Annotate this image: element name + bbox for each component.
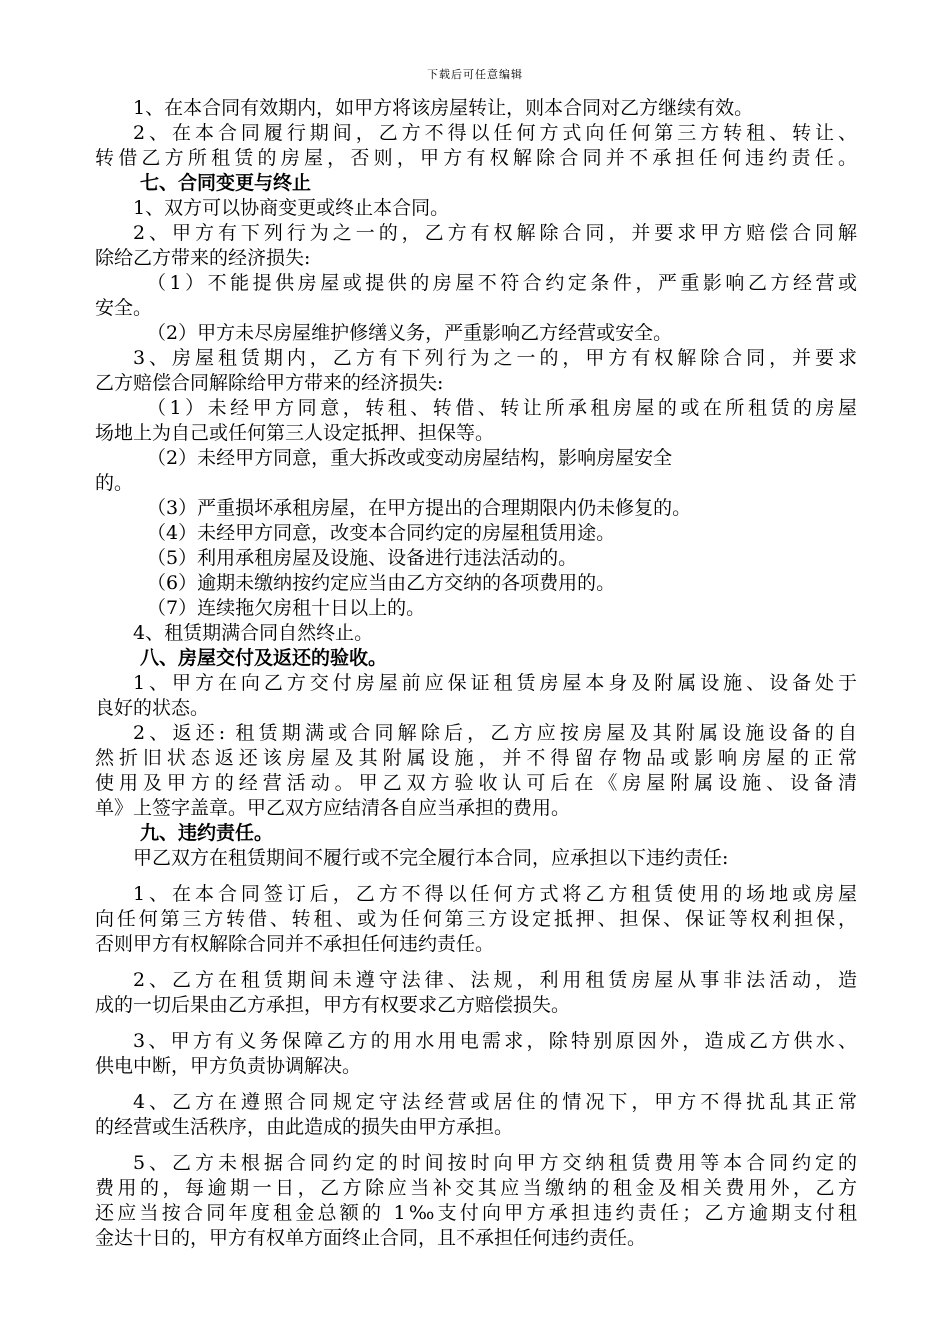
clause-line: 然折旧状态返还该房屋及其附属设施，并不得留存物品或影响房屋的正常 [95,747,857,769]
clause-line: 3、房屋租赁期内，乙方有下列行为之一的，甲方有权解除合同，并要求 [133,347,857,369]
clause-line: 费用的，每逾期一日，乙方除应当补交其应当缴纳的租金及相关费用外，乙方 [95,1177,857,1199]
clause-line: （2）甲方未尽房屋维护修缮义务，严重影响乙方经营或安全。 [147,322,673,344]
clause-line: 甲乙双方在租赁期间不履行或不完全履行本合同，应承担以下违约责任: [133,847,729,869]
clause-line: （1）未经甲方同意，转租、转借、转让所承租房屋的或在所租赁的房屋 [147,397,857,419]
clause-line: （4）未经甲方同意，改变本合同约定的房屋租赁用途。 [147,522,616,544]
clause-line: 否则甲方有权解除合同并不承担任何违约责任。 [95,933,495,955]
clause-line: 成的一切后果由乙方承担，甲方有权要求乙方赔偿损失。 [95,994,571,1016]
section-heading-9: 九、违约责任。 [140,822,274,844]
clause-line: 金达十日的，甲方有权单方面终止合同，且不承担任何违约责任。 [95,1227,647,1249]
clause-line: 的。 [95,472,134,494]
clause-line: （2）未经甲方同意，重大拆改或变动房屋结构，影响房屋安全 [147,447,673,469]
clause-line: （6）逾期未缴纳按约定应当由乙方交纳的各项费用的。 [147,572,616,594]
clause-line: 2、乙方在租赁期间未遵守法律、法规，利用租赁房屋从事非法活动，造 [133,969,857,991]
section-heading-7: 七、合同变更与终止 [140,172,312,194]
clause-line: 供电中断，甲方负责协调解决。 [95,1055,362,1077]
clause-line: 转借乙方所租赁的房屋，否则，甲方有权解除合同并不承担任何违约责任。 [95,147,857,169]
clause-line: （3）严重损坏承租房屋，在甲方提出的合理期限内仍未修复的。 [147,497,692,519]
clause-line: 良好的状态。 [95,697,210,719]
clause-line: （7）连续拖欠房租十日以上的。 [147,597,426,619]
clause-line: （5）利用承租房屋及设施、设备进行违法活动的。 [147,547,578,569]
clause-line: 向任何第三方转借、转租、或为任何第三方设定抵押、担保、保证等权利担保， [95,908,857,930]
clause-line: 1、在本合同签订后，乙方不得以任何方式将乙方租赁使用的场地或房屋 [133,883,857,905]
clause-line: 5、乙方未根据合同约定的时间按时向甲方交纳租赁费用等本合同约定的 [133,1152,857,1174]
document-body [95,96,857,1251]
clause-line: 使用及甲方的经营活动。甲乙双方验收认可后在《房屋附属设施、设备清 [95,772,857,794]
section-heading-8: 八、房屋交付及返还的验收。 [140,647,388,669]
clause-line: 1、甲方在向乙方交付房屋前应保证租赁房屋本身及附属设施、设备处于 [133,672,857,694]
clause-line: 2、在本合同履行期间，乙方不得以任何方式向任何第三方转租、转让、 [133,122,857,144]
clause-line: 4、租赁期满合同自然终止。 [133,622,374,644]
clause-line: 除给乙方带来的经济损失: [95,247,311,269]
clause-line: 单》上签字盖章。甲乙双方应结清各自应当承担的费用。 [95,797,571,819]
clause-line: 3、甲方有义务保障乙方的用水用电需求，除特别原因外，造成乙方供水、 [133,1030,857,1052]
clause-line: 4、乙方在遵照合同规定守法经营或居住的情况下，甲方不得扰乱其正常 [133,1091,857,1113]
clause-line: 2、返还: 租赁期满或合同解除后，乙方应按房屋及其附属设施设备的自 [133,722,857,744]
clause-line: 场地上为自己或任何第三人设定抵押、担保等。 [95,422,495,444]
clause-line: 还应当按合同年度租金总额的 1‰支付向甲方承担违约责任；乙方逾期支付租 [95,1202,857,1224]
clause-line: 1、双方可以协商变更或终止本合同。 [133,197,450,219]
clause-line: 2、甲方有下列行为之一的，乙方有权解除合同，并要求甲方赔偿合同解 [133,222,857,244]
clause-line: （1）不能提供房屋或提供的房屋不符合约定条件，严重影响乙方经营或 [147,272,857,294]
clause-line: 1、在本合同有效期内，如甲方将该房屋转让，则本合同对乙方继续有效。 [133,97,754,119]
document-header-note: 下载后可任意编辑 [427,68,523,81]
clause-line: 安全。 [95,297,153,319]
clause-line: 的经营或生活秩序，由此造成的损失由甲方承担。 [95,1116,514,1138]
clause-line: 乙方赔偿合同解除给甲方带来的经济损失: [95,372,444,394]
